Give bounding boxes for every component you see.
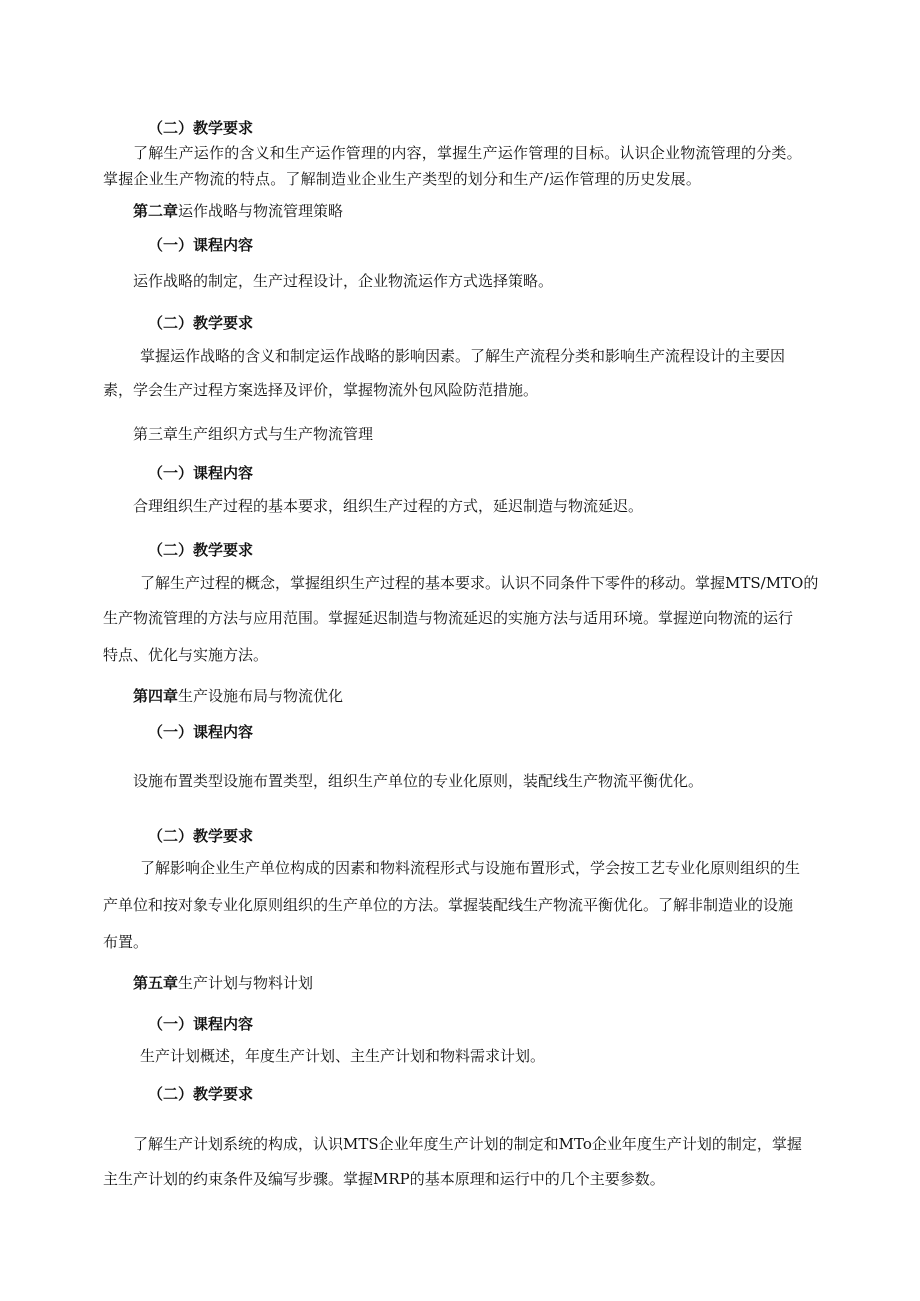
paragraph-line: 掌握运作战略的含义和制定运作战略的影响因素。了解生产流程分类和影响生产流程设计的主要因 (140, 347, 786, 365)
paragraph-line: 设施布置类型设施布置类型，组织生产单位的专业化原则，装配线生产物流平衡优化。 (133, 772, 704, 790)
chapter-title: 生产计划与物料计划 (178, 974, 314, 992)
paragraph-line: 产单位和按对象专业化原则组织的生产单位的方法。掌握装配线生产物流平衡优化。了解非制造业的设施 (103, 896, 794, 914)
paragraph-line: 了解生产过程的概念，掌握组织生产过程的基本要求。认识不同条件下零件的移动。掌握MTS/MTO的 (140, 574, 819, 592)
chapter-title: 运作战略与物流管理策略 (178, 202, 344, 220)
section-heading-teaching-requirements: （二）教学要求 (148, 827, 254, 845)
section-heading-course-content: （一）课程内容 (148, 1015, 254, 1033)
paragraph-line: 主生产计划的约束条件及编写步骤。掌握MRP的基本原理和运行中的几个主要参数。 (103, 1170, 665, 1188)
chapter-heading (133, 201, 343, 221)
paragraph-line: 素，学会生产过程方案选择及评价，掌握物流外包风险防范措施。 (103, 381, 539, 399)
section-heading-teaching-requirements: （二）教学要求 (148, 314, 254, 332)
chapter-heading (133, 973, 313, 993)
paragraph-line: 掌握企业生产物流的特点。了解制造业企业生产类型的划分和生产/运作管理的历史发展。 (103, 170, 702, 188)
paragraph-line: 运作战略的制定，生产过程设计，企业物流运作方式选择策略。 (133, 272, 554, 290)
chapter-heading: 第三章生产组织方式与生产物流管理 (133, 425, 374, 443)
paragraph-line: 了解生产计划系统的构成，认识MTS企业年度生产计划的制定和MTo企业年度生产计划的制定，掌握 (133, 1135, 802, 1153)
chapter-number: 第二章 (133, 202, 179, 220)
paragraph-line: 了解生产运作的含义和生产运作管理的内容，掌握生产运作管理的目标。认识企业物流管理的分类。 (133, 144, 802, 162)
paragraph-line: 生产计划概述，年度生产计划、主生产计划和物料需求计划。 (140, 1047, 546, 1065)
paragraph-line: 合理组织生产过程的基本要求，组织生产过程的方式，延迟制造与物流延迟。 (133, 497, 644, 515)
paragraph-line: 特点、优化与实施方法。 (103, 646, 269, 664)
chapter-title: 生产设施布局与物流优化 (178, 687, 344, 705)
chapter-number: 第四章 (133, 687, 179, 705)
chapter-heading (133, 686, 343, 706)
section-heading-course-content: （一）课程内容 (148, 236, 254, 254)
paragraph-line: 生产物流管理的方法与应用范围。掌握延迟制造与物流延迟的实施方法与适用环境。掌握逆向物流的运行 (103, 609, 794, 627)
chapter-number: 第五章 (133, 974, 179, 992)
section-heading-teaching-requirements: （二）教学要求 (148, 119, 254, 137)
section-heading-teaching-requirements: （二）教学要求 (148, 1085, 254, 1103)
paragraph-line: 了解影响企业生产单位构成的因素和物料流程形式与设施布置形式，学会按工艺专业化原则组织的生 (140, 859, 801, 877)
section-heading-course-content: （一）课程内容 (148, 464, 254, 482)
section-heading-course-content: （一）课程内容 (148, 723, 254, 741)
section-heading-teaching-requirements: （二）教学要求 (148, 541, 254, 559)
paragraph-line: 布置。 (103, 933, 149, 951)
